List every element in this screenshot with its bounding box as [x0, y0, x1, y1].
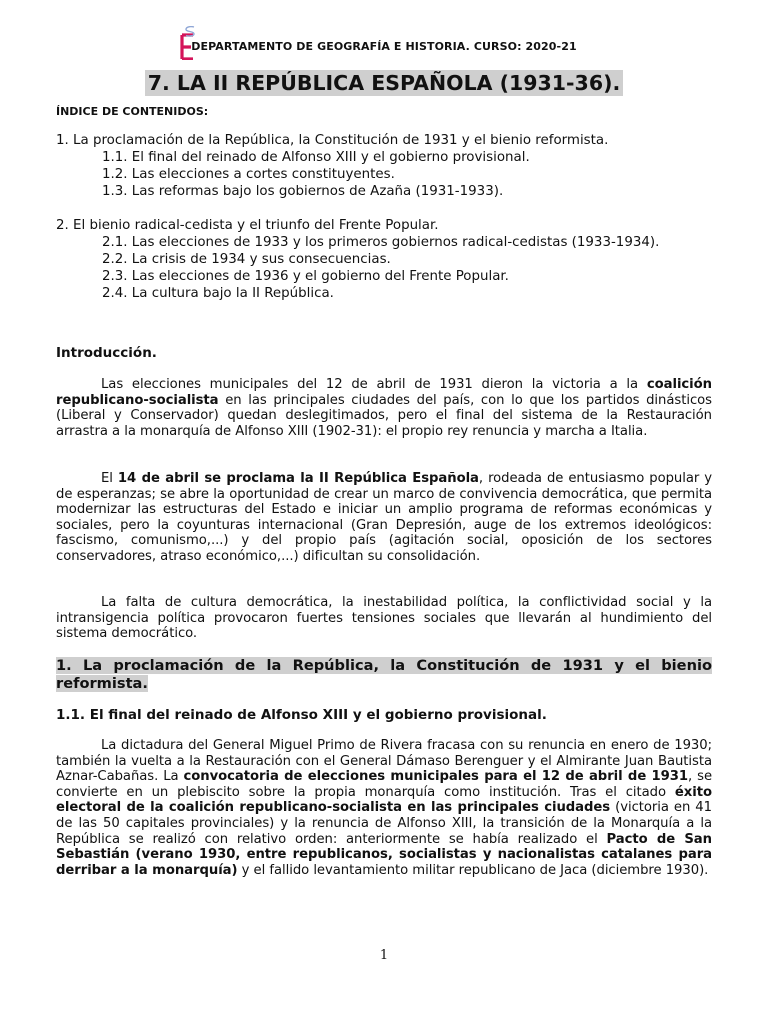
- department-header: DEPARTAMENTO DE GEOGRAFÍA E HISTORIA. CURSO: 2020-21: [191, 40, 577, 53]
- table-of-contents: [56, 132, 712, 302]
- bold-run: Pacto de San Sebastián (verano 1930, entre republicanos, socialistas y nacionalistas catalanes para derribar a la monarquía): [56, 831, 712, 878]
- section-1-heading-text: 1. La proclamación de la República, la Constitución de 1931 y el bienio reformista.: [56, 657, 712, 692]
- intro-heading: Introducción.: [56, 345, 157, 361]
- index-heading: ÍNDICE DE CONTENIDOS:: [56, 105, 209, 118]
- bold-run: éxito electoral de la coalición republicano-socialista en las principales ciudades: [56, 784, 712, 816]
- page-number: 1: [379, 948, 389, 963]
- text-run: en las principales ciudades del país, con lo que los partidos dinásticos (Liberal y Conservador) quedan deslegitimados, pero el final del sistema de la Restauración arrastra a la monarquía de Alfonso XIII (1902-31): el propio rey renuncia y marcha a Italia.: [56, 392, 712, 439]
- section-1-paragraph-1: [56, 738, 712, 878]
- toc-item-1: 1. La proclamación de la República, la Constitución de 1931 y el bienio reformista.: [56, 133, 609, 148]
- bold-run: coalición republicano-socialista: [56, 377, 712, 408]
- toc-item-1-3: 1.3. Las reformas bajo los gobiernos de Azaña (1931-1933).: [102, 184, 504, 199]
- page-title: 7. LA II REPÚBLICA ESPAÑOLA (1931-36).: [145, 70, 623, 96]
- intro-paragraph-2: [56, 471, 712, 565]
- toc-item-2-4: 2.4. La cultura bajo la II República.: [102, 286, 334, 301]
- text-run: , rodeada de entusiasmo popular y de esperanzas; se abre la oportunidad de crear un marco de convivencia democrática, que permita modernizar las estructuras del Estado e iniciar un amplio programa de reformas económicas y sociales, pero la coyunturas internacional (Gran Depresión, auge de los extremos ideológicos: fascismo, comunismo,...) y del propio país (agitación social, oposición de los sectores conservadores, atraso económico,...) dificultan su consolidación.: [56, 471, 713, 564]
- text-run: y el fallido levantamiento militar republicano de Jaca (diciembre 1930).: [237, 862, 709, 878]
- toc-item-1-1: 1.1. El final del reinado de Alfonso XIII y el gobierno provisional.: [102, 150, 530, 165]
- text-run: (victoria en 41 de las 50 capitales provinciales) y la renuncia de Alfonso XIII, la transición de la Monarquía a la República se realizó con relativo orden: anteriormente se había realizado el: [56, 800, 712, 847]
- subsection-1-1-heading: 1.1. El final del reinado de Alfonso XIII y el gobierno provisional.: [56, 707, 547, 723]
- toc-spacer: [56, 200, 712, 217]
- toc-item-2-3: 2.3. Las elecciones de 1936 y el gobierno del Frente Popular.: [102, 269, 509, 284]
- text-run: , se convierte en un plebiscito sobre la propia monarquía como institución. Tras el citado: [56, 769, 713, 800]
- bold-run: 14 de abril se proclama la II República Española: [117, 471, 479, 486]
- text-run: La dictadura del General Miguel Primo de Rivera fracasa con su renuncia en enero de 1930; también la vuelta a la Restauración con el General Dámaso Berenguer y el Almirante Juan Bautista Aznar-Cabañas. La: [56, 738, 712, 785]
- text-run: El: [101, 471, 118, 486]
- toc-item-2: 2. El bienio radical-cedista y el triunfo del Frente Popular.: [56, 218, 439, 233]
- bold-run: convocatoria de elecciones municipales para el 12 de abril de 1931: [183, 769, 689, 785]
- toc-item-2-2: 2.2. La crisis de 1934 y sus consecuencias.: [102, 252, 391, 267]
- toc-item-1-2: 1.2. Las elecciones a cortes constituyentes.: [102, 167, 395, 182]
- toc-item-2-1: 2.1. Las elecciones de 1933 y los primeros gobiernos radical-cedistas (1933-1934).: [102, 235, 660, 250]
- text-run: Las elecciones municipales del 12 de abril de 1931 dieron la victoria a la: [101, 377, 647, 392]
- intro-paragraph-1: [56, 377, 712, 439]
- section-1-heading: [56, 657, 712, 693]
- intro-paragraph-3: La falta de cultura democrática, la inestabilidad política, la conflictividad social y la intransigencia política provocaron fuertes tensiones sociales que llevarán al hundimiento del sistema democrático.: [56, 595, 712, 642]
